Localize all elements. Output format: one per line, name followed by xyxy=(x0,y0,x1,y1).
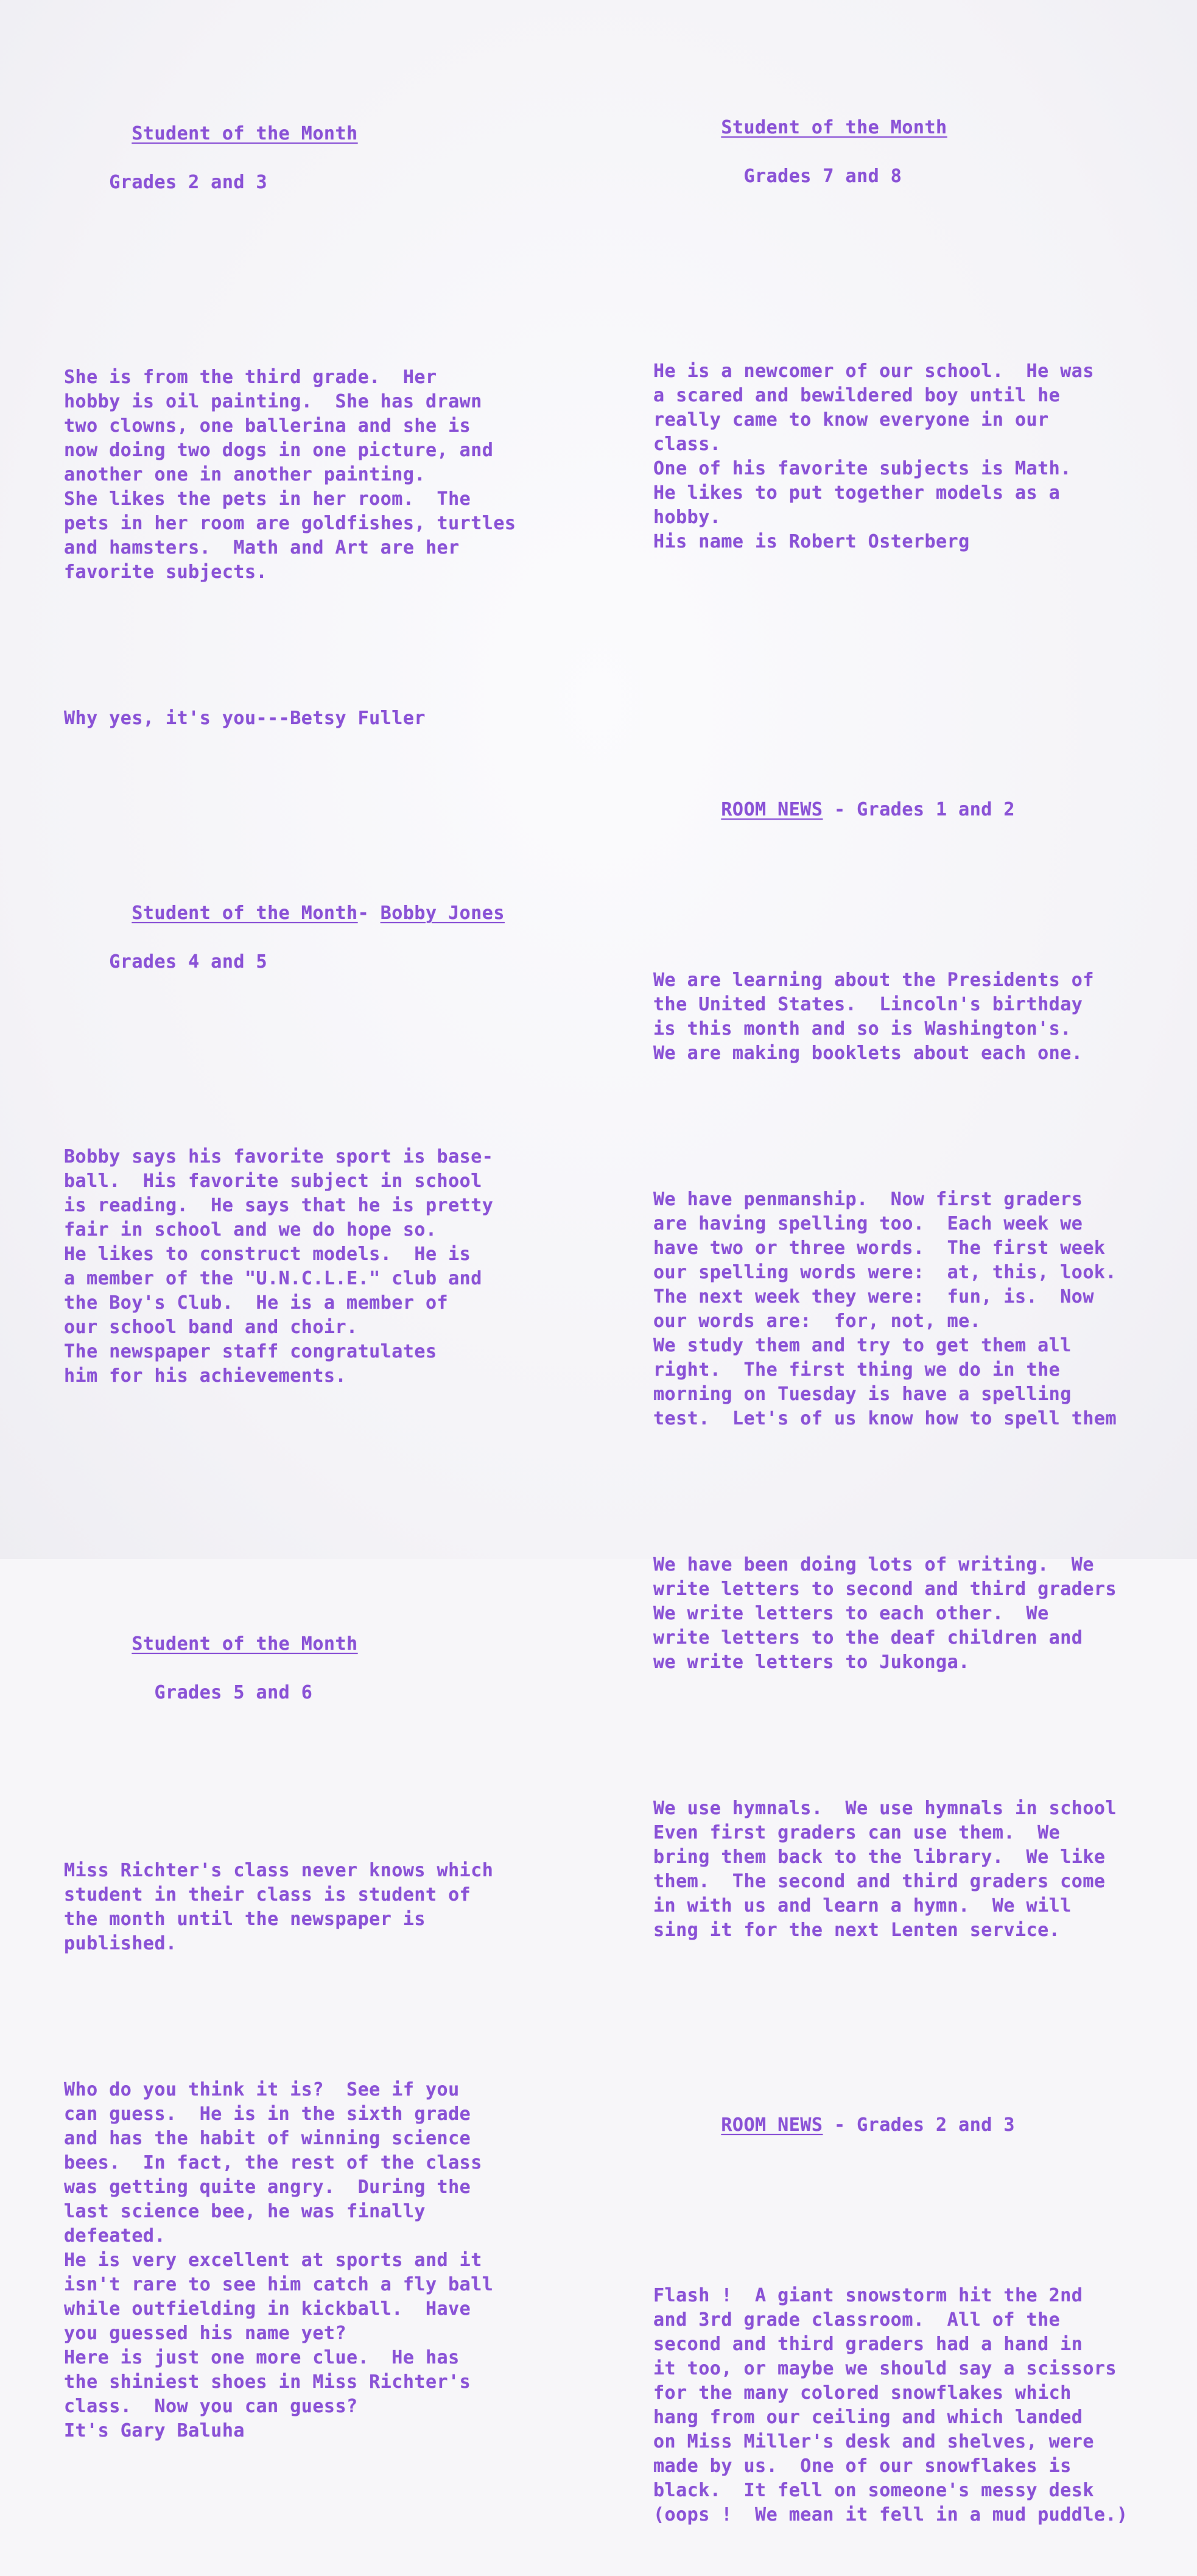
section-heading: Student of the Month xyxy=(132,903,358,924)
student-of-month-grades-7-8 xyxy=(653,91,1195,238)
student-name: Bobby Jones xyxy=(380,903,505,924)
section-body: We have been doing lots of writing. We write letters to second and third graders We write letters to each other. We write letters to the deaf children and we write letters to Jukonga. xyxy=(653,1554,1117,1673)
right-column xyxy=(653,43,1195,2576)
heading-grades: - Grades 1 and 2 xyxy=(823,799,1015,820)
student-of-month-grades-2-3 xyxy=(64,97,588,244)
section-heading: Student of the Month xyxy=(721,117,947,138)
room-news-grades-1-2 xyxy=(653,773,1195,846)
section-body: We use hymnals. We use hymnals in school Even first graders can use them. We bring them back to the library. We like them. The second and third graders come in with us and learn a hymn. We will sing it for the next Lenten service. xyxy=(653,1798,1117,1941)
grades-subheading: Grades 4 and 5 xyxy=(64,951,268,973)
heading-grades: - Grades 2 and 3 xyxy=(823,2114,1015,2136)
section-body: Bobby says his favorite sport is base- ball. His favorite subject in school is reading. He says that he is pretty fair in school and we do hope so. He likes to construct models. He is a member of the "U.N.C.L.E." club and the Boy's Club. He is a member of our school band and choir. The newspaper staff congratulates him for his achievements. xyxy=(64,1146,494,1387)
section-heading: ROOM NEWS xyxy=(721,2114,823,2136)
section-body: We are learning about the Presidents of the United States. Lincoln's birthday is this month and so is Washington's. We are making booklets about each one. xyxy=(653,970,1094,1064)
grades-subheading: Grades 7 and 8 xyxy=(653,166,902,187)
section-body: Miss Richter's class never knows which student in their class is student of the month until the newspaper is published. xyxy=(64,1860,494,1954)
section-heading: Student of the Month xyxy=(132,1633,358,1655)
section-body: She is from the third grade. Her hobby is oil painting. She has drawn two clowns, one ballerina and she is now doing two dogs in one picture, and another one in another painting. She likes the pets in her room. The pets in her room are goldfishes, turtles and hamsters. Math and Art are her favorite subjects. xyxy=(64,367,516,583)
room-news-grades-2-3 xyxy=(653,2089,1195,2162)
heading-separator: - xyxy=(357,903,381,924)
grades-subheading: Grades 2 and 3 xyxy=(64,172,268,193)
answer-line: Why yes, it's you---Betsy Fuller xyxy=(64,708,426,729)
section-heading: ROOM NEWS xyxy=(721,799,823,820)
section-heading: Student of the Month xyxy=(132,123,358,144)
student-of-month-grades-4-5 xyxy=(64,877,588,1023)
section-body: We have penmanship. Now first graders are having spelling too. Each week we have two or three words. The first week our spelling words were: at, this, look. The next week they were: fun, is. Now our words are: for, not, me. We study them and try to get them all right. The first thing we do in the morning on Tuesday is have a spelling test. Let's of us know how to spell them xyxy=(653,1189,1117,1429)
left-column xyxy=(64,49,588,2492)
grades-subheading: Grades 5 and 6 xyxy=(64,1682,313,1703)
section-body: Who do you think it is? See if you can guess. He is in the sixth grade and has the habit of winning science bees. In fact, the rest of the class was getting quite angry. During the last science bee, he was finally defeated. He is very excellent at sports and it isn't rare to see him catch a fly ball while outfielding in kickball. Have you guessed his name yet? Here is just one more clue. He has the shiniest shoes in Miss Richter's class. Now you can guess? It's Gary Baluha xyxy=(64,2079,494,2441)
section-body: He is a newcomer of our school. He was a scared and bewildered boy until he really came to know everyone in our class. One of his favorite subjects is Math. He likes to put together models as a hobby. His name is Robert Osterberg xyxy=(653,361,1094,552)
student-of-month-grades-5-6 xyxy=(64,1608,588,1754)
section-body: Flash ! A giant snowstorm hit the 2nd and 3rd grade classroom. All of the second and third graders had a hand in it too, or maybe we should say a scissors for the many colored snowflakes which hang from our ceiling and which landed on Miss Miller's desk and shelves, were made by us. One of our snowflakes is black. It fell on someone's messy desk (oops ! We mean it fell in a mud puddle.) xyxy=(653,2285,1128,2525)
